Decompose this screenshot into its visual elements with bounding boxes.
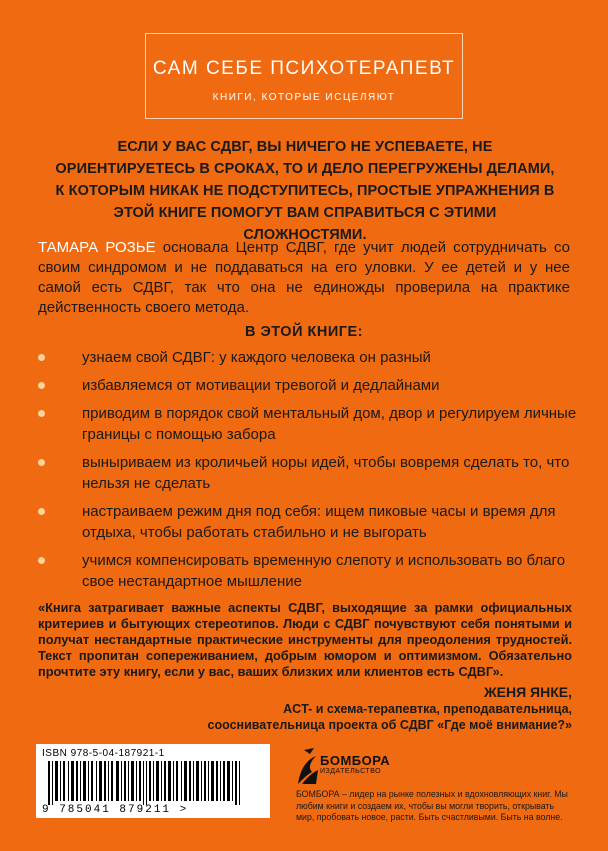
isbn-label: ISBN 978-5-04-187921-1 — [42, 748, 165, 759]
bullet-dot-icon — [38, 508, 45, 515]
list-item: избавляемся от мотивации тревогой и дедлайнами — [38, 375, 578, 396]
publisher-subtitle: ИЗДАТЕЛЬСТВО — [320, 768, 382, 775]
in-book-heading: В ЭТОЙ КНИГЕ: — [244, 324, 363, 340]
reviewer-title-line1: ACT- и схема-терапевтка, преподавательница, — [283, 702, 572, 716]
publisher-name: БОМБОРА — [320, 753, 391, 768]
list-item: учимся компенсировать временную слепоту и использовать во благо свое нестандартное мышление — [38, 550, 578, 592]
bullet-dot-icon — [38, 557, 45, 564]
series-frame — [145, 33, 463, 119]
author-description: основала Центр СДВГ, где учит людей сотрудничать со своим синдромом и не поддаваться на его уловки. У ее детей и у нее самой есть СДВГ, так что она не единожды проверила на практике действенность своего метода. — [38, 239, 570, 316]
list-item: приводим в порядок свой ментальный дом, двор и регулируем личные границы с помощью забора — [38, 403, 578, 445]
reviewer-block — [172, 683, 572, 733]
bullet-dot-icon — [38, 382, 45, 389]
author-name: ТАМАРА РОЗЬЕ — [38, 239, 156, 256]
barcode-icon — [42, 761, 262, 805]
list-item: узнаем свой СДВГ: у каждого человека он разный — [38, 347, 578, 368]
bullet-dot-icon — [38, 354, 45, 361]
publisher-description: БОМБОРА – лидер на рынке полезных и вдохновляющих книг. Мы любим книги и создаем их, чтобы вы могли творить, открывать мир, пробовать новое, расти. Быть счастливыми. Быть на волне. — [296, 789, 568, 822]
list-item: выныриваем из кроличьей норы идей, чтобы вовремя сделать то, что нельзя не сделать — [38, 452, 578, 494]
series-title: САМ СЕБЕ ПСИХОТЕРАПЕВТ — [152, 58, 456, 79]
list-item: настраиваем режим дня под себя: ищем пиковые часы и время для отдыха, чтобы работать стабильно и не выгорать — [38, 501, 578, 543]
isbn-barcode-box — [36, 744, 270, 818]
series-subtitle: КНИГИ, КОТОРЫЕ ИСЦЕЛЯЮТ — [212, 92, 396, 103]
feature-list — [38, 347, 578, 592]
bullet-dot-icon — [38, 459, 45, 466]
review-quote: «Книга затрагивает важные аспекты СДВГ, выходящие за рамки официальных критериев и бытующих стереотипов. Люди с СДВГ почувствуют себя понятыми и получат нестандартные практические инструменты для преодоления трудностей. Текст пропитан сопереживанием, добрым юмором и оптимизмом. Обязательно прочтите эту книгу, если у вас, ваших близких или клиентов есть СДВГ». — [38, 600, 572, 679]
lead-text: ЕСЛИ У ВАС СДВГ, ВЫ НИЧЕГО НЕ УСПЕВАЕТЕ, НЕ ОРИЕНТИРУЕТЕСЬ В СРОКАХ, ТО И ДЕЛО ПЕРЕГРУЖЕНЫ ДЕЛАМИ, К КОТОРЫМ НИКАК НЕ ПОДСТУПИТЕСЬ, ПРОСТЫЕ УПРАЖНЕНИЯ В ЭТОЙ КНИГЕ ПОМОГУТ ВАМ СПРАВИТЬСЯ С ЭТИМИ СЛОЖНОСТЯМИ. — [55, 139, 555, 243]
bullet-dot-icon — [38, 410, 45, 417]
author-paragraph — [38, 238, 570, 318]
reviewer-name: ЖЕНЯ ЯНКЕ, — [484, 684, 572, 700]
reviewer-title-line2: сооснивательница проекта об СДВГ «Где моё внимание?» — [207, 718, 572, 732]
barcode-digits: 9 785041 879211 > — [42, 804, 189, 816]
